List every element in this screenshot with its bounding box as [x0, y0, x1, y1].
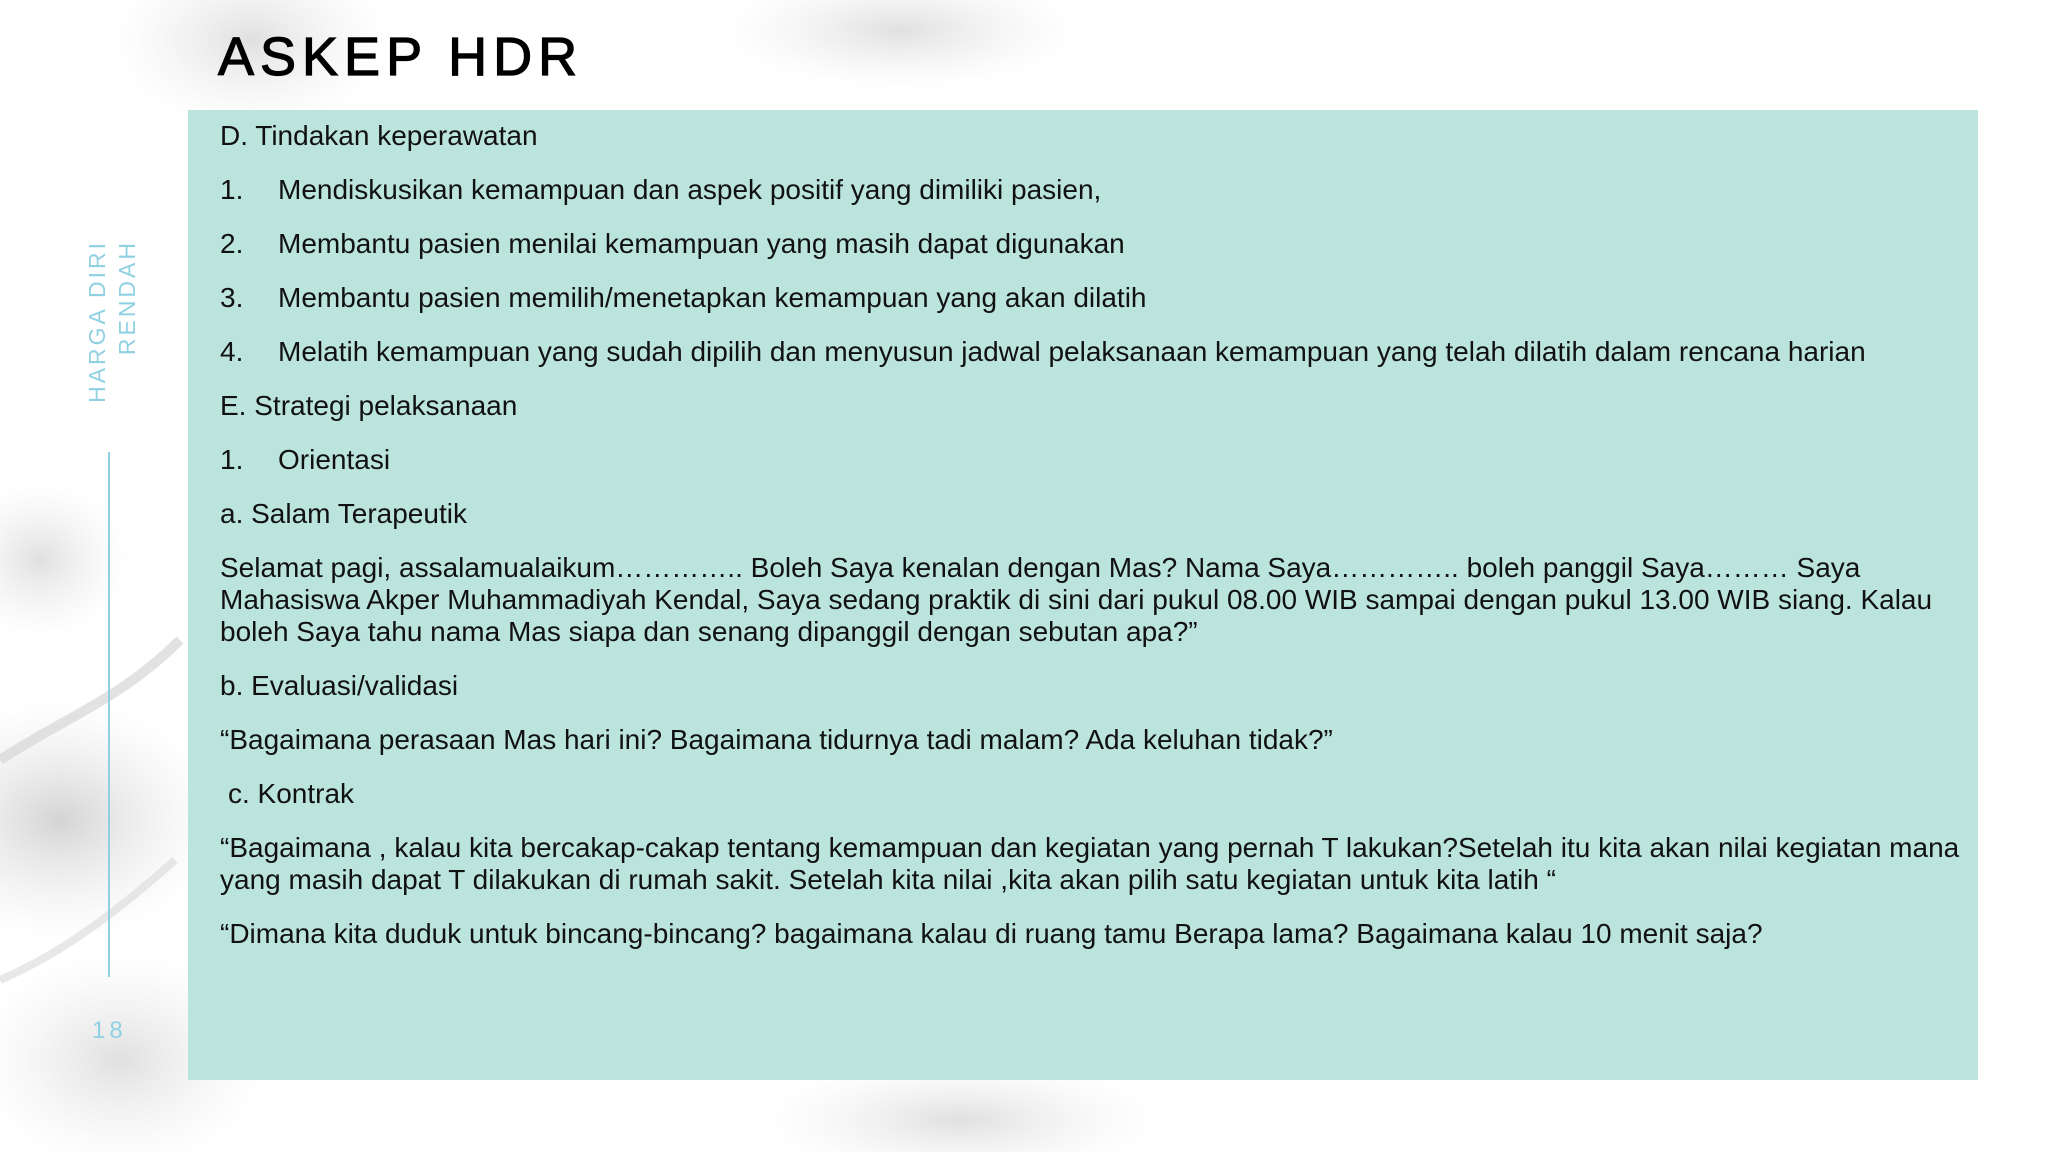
list-text: Melatih kemampuan yang sudah dipilih dan menyusun jadwal pelaksanaan kemampuan yang telah dilatih dalam rencana harian	[278, 336, 1866, 367]
sub-c-paragraph-2: “Dimana kita duduk untuk bincang-bincang? bagaimana kalau di ruang tamu Berapa lama? Bagaimana kalau 10 menit saja?	[220, 918, 1763, 949]
content-text	[220, 120, 1960, 972]
section-d-heading: D. Tindakan keperawatan	[220, 120, 538, 151]
sub-a-paragraph: Selamat pagi, assalamualaikum………….. Boleh Saya kenalan dengan Mas? Nama Saya………….. boleh panggil Saya……… Saya Mahasiswa Akper Muhammadiyah Kendal, Saya sedang praktik di sini dari pukul 08.00 WIB sampai dengan pukul 13.00 WIB siang. Kalau boleh Saya tahu nama Mas siapa dan senang dipanggil dengan sebutan apa?”	[220, 552, 1933, 647]
list-number: 3.	[220, 282, 244, 313]
side-label-text	[82, 240, 142, 415]
list-item	[220, 282, 1960, 314]
sub-b-paragraph: “Bagaimana perasaan Mas hari ini? Bagaimana tidurnya tadi malam? Ada keluhan tidak?”	[220, 724, 1333, 755]
list-text: Orientasi	[278, 444, 391, 475]
list-number: 1.	[220, 174, 244, 205]
list-text: Membantu pasien memilih/menetapkan kemampuan yang akan dilatih	[278, 282, 1147, 313]
list-item	[220, 228, 1960, 260]
section-e-heading: E. Strategi pelaksanaan	[220, 390, 518, 421]
sub-a-heading: a. Salam Terapeutik	[220, 498, 467, 529]
list-text: Membantu pasien menilai kemampuan yang masih dapat digunakan	[278, 228, 1125, 259]
slide-title: ASKEP HDR	[218, 27, 584, 87]
list-item	[220, 174, 1960, 206]
side-label	[72, 240, 172, 420]
sub-c-paragraph-1: “Bagaimana , kalau kita bercakap-cakap tentang kemampuan dan kegiatan yang pernah T lakukan?Setelah itu kita akan nilai kegiatan mana yang masih dapat T dilakukan di rumah sakit. Setelah kita nilai ,kita akan pilih satu kegiatan untuk kita latih “	[220, 832, 1960, 895]
list-number: 2.	[220, 228, 244, 259]
sub-b-heading: b. Evaluasi/validasi	[220, 670, 459, 701]
sub-c-heading: c. Kontrak	[228, 778, 355, 809]
list-item	[220, 336, 1960, 368]
page-number: 18	[92, 1017, 127, 1044]
list-number: 4.	[220, 336, 244, 367]
list-text: Mendiskusikan kemampuan dan aspek positif yang dimiliki pasien,	[278, 174, 1102, 205]
side-label-line-1: HARGA DIRI	[84, 240, 110, 403]
side-label-line-2: RENDAH	[114, 240, 140, 356]
side-divider-line	[108, 452, 110, 977]
list-item	[220, 444, 1960, 476]
list-number: 1.	[220, 444, 244, 475]
